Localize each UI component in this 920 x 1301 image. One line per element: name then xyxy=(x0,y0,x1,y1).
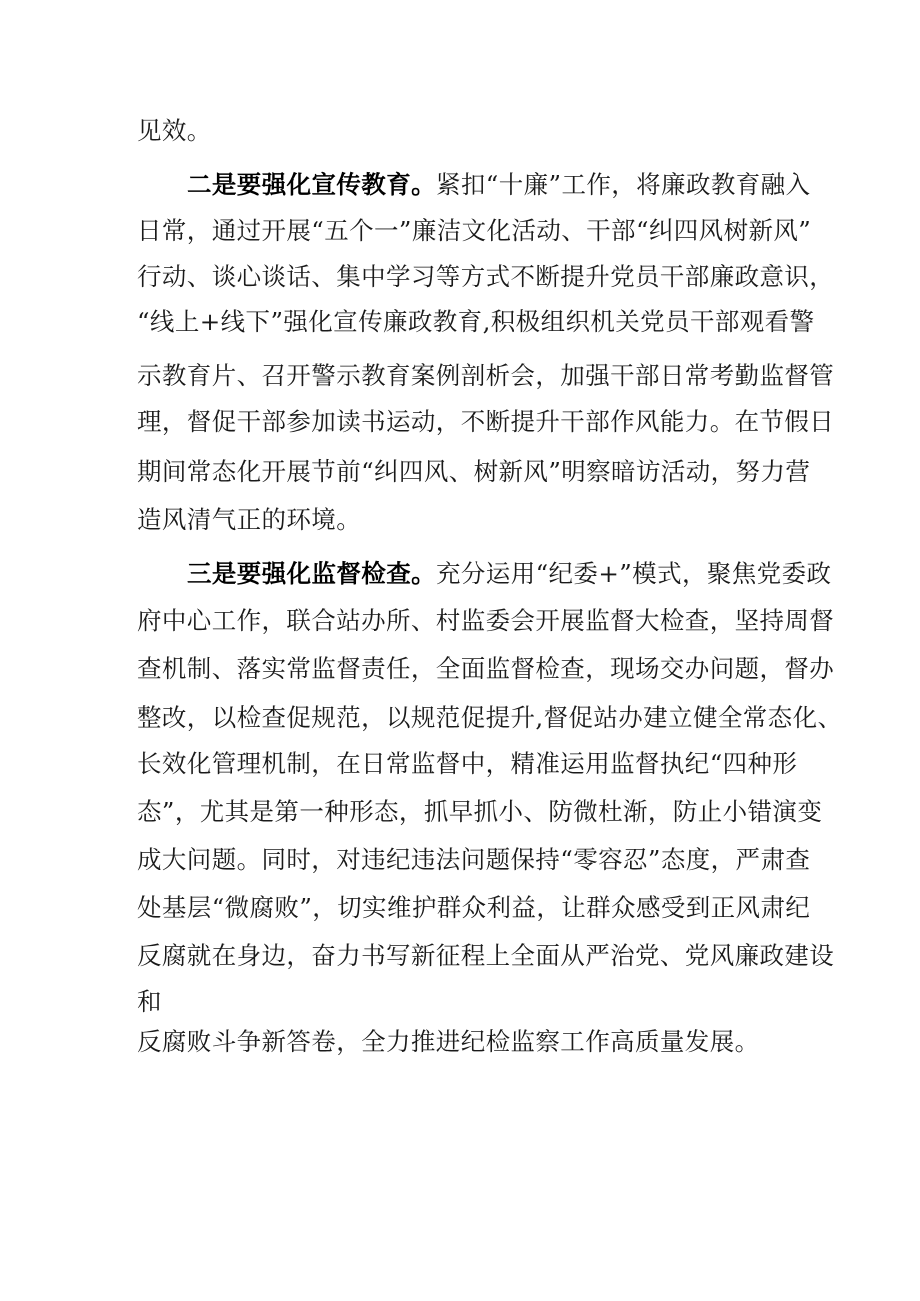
section3-line: 处基层“微腐败”，切实维护群众利益，让群众感受到正风肃纪 xyxy=(137,893,811,922)
section3-line: 反腐就在身边，奋力书写新征程上全面从严治党、党风廉政建设 xyxy=(137,941,835,970)
section3-line: 长效化管理机制，在日常监督中，精准运用监督执纪“四种形 xyxy=(137,749,798,778)
section2-line: 造风清气正的环境。 xyxy=(137,505,362,534)
section2-first-line xyxy=(187,170,810,200)
section2-first-line-text: 紧扣“十廉”工作，将廉政教育融入 xyxy=(436,170,811,199)
section2-heading: 二是要强化宣传教育。 xyxy=(187,170,436,199)
section3-line: 查机制、落实常监督责任，全面监督检查，现场交办问题，督办 xyxy=(137,654,835,683)
section2-line: 理，督促干部参加读书运动，不断提升干部作风能力。在节假日 xyxy=(137,407,835,436)
section2-line: 示教育片、召开警示教育案例剖析会，加强干部日常考勤监督管 xyxy=(137,361,835,390)
section3-heading: 三是要强化监督检查。 xyxy=(187,559,436,588)
section2-line: 行动、谈心谈话、集中学习等方式不断提升党员干部廉政意识， xyxy=(137,262,835,291)
section3-line: 态”，尤其是第一种形态，抓早抓小、防微杜渐，防止小错演变 xyxy=(137,797,823,826)
section2-line: 期间常态化开展节前“纠四风、树新风”明察暗访活动，努力营 xyxy=(137,457,811,486)
section3-line: 和 xyxy=(137,987,162,1016)
paragraph-continuation: 见效。 xyxy=(137,116,212,145)
section3-line: 整改，以检查促规范，以规范促提升,督促站办建立健全常态化、 xyxy=(137,703,843,732)
section3-line: 成大问题。同时，对违纪违法问题保持“零容忍”态度，严肃查 xyxy=(137,845,811,874)
section2-line: “线上+线下”强化宣传廉政教育,积极组织机关党员干部观看警 xyxy=(137,307,815,336)
section3-line: 反腐败斗争新答卷，全力推进纪检监察工作高质量发展。 xyxy=(137,1027,760,1056)
section3-first-line xyxy=(187,559,831,589)
section2-line: 日常，通过开展“五个一”廉洁文化活动、干部“纠四风树新风” xyxy=(137,216,812,245)
section3-first-line-text: 充分运用“纪委+”模式，聚焦党委政 xyxy=(436,559,832,588)
section3-line: 府中心工作，联合站办所、村监委会开展监督大检查，坚持周督 xyxy=(137,606,835,635)
